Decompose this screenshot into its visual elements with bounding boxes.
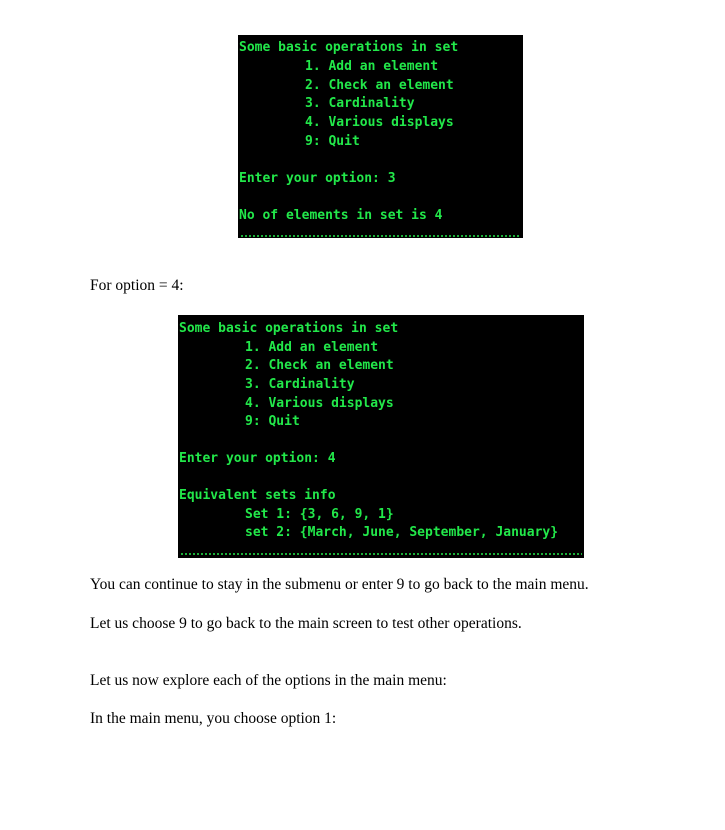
console-set-2: set 2: {March, June, September, January} [245, 525, 559, 540]
menu-item-displays: 4. Various displays [305, 115, 454, 130]
paragraph-continue: You can continue to stay in the submenu or enter 9 to go back to the main menu. [90, 576, 589, 593]
console-bottom-dots [180, 553, 582, 555]
console-header: Some basic operations in set [179, 321, 399, 336]
console-result-title: Equivalent sets info [179, 488, 336, 503]
console-prompt: Enter your option: 3 [239, 171, 396, 186]
menu-item-displays: 4. Various displays [245, 396, 394, 411]
menu-item-cardinality: 3. Cardinality [245, 377, 355, 392]
menu-item-quit: 9: Quit [245, 414, 300, 429]
paragraph-option-1: In the main menu, you choose option 1: [90, 710, 337, 727]
menu-item-check: 2. Check an element [245, 358, 394, 373]
menu-item-add: 1. Add an element [245, 340, 379, 355]
option-4-label: For option = 4: [90, 277, 184, 294]
menu-item-cardinality: 3. Cardinality [305, 96, 415, 111]
menu-item-add: 1. Add an element [305, 59, 439, 74]
console-screenshot-option-4 [178, 315, 584, 558]
console-header: Some basic operations in set [239, 40, 459, 55]
menu-item-check: 2. Check an element [305, 78, 454, 93]
paragraph-explore: Let us now explore each of the options in the main menu: [90, 672, 447, 689]
console-set-1: Set 1: {3, 6, 9, 1} [245, 507, 394, 522]
console-bottom-dots [240, 235, 521, 237]
console-screenshot-option-3 [238, 35, 523, 238]
paragraph-choose-9: Let us choose 9 to go back to the main screen to test other operations. [90, 615, 522, 632]
menu-item-quit: 9: Quit [305, 134, 360, 149]
console-prompt: Enter your option: 4 [179, 451, 336, 466]
console-result: No of elements in set is 4 [239, 208, 443, 223]
